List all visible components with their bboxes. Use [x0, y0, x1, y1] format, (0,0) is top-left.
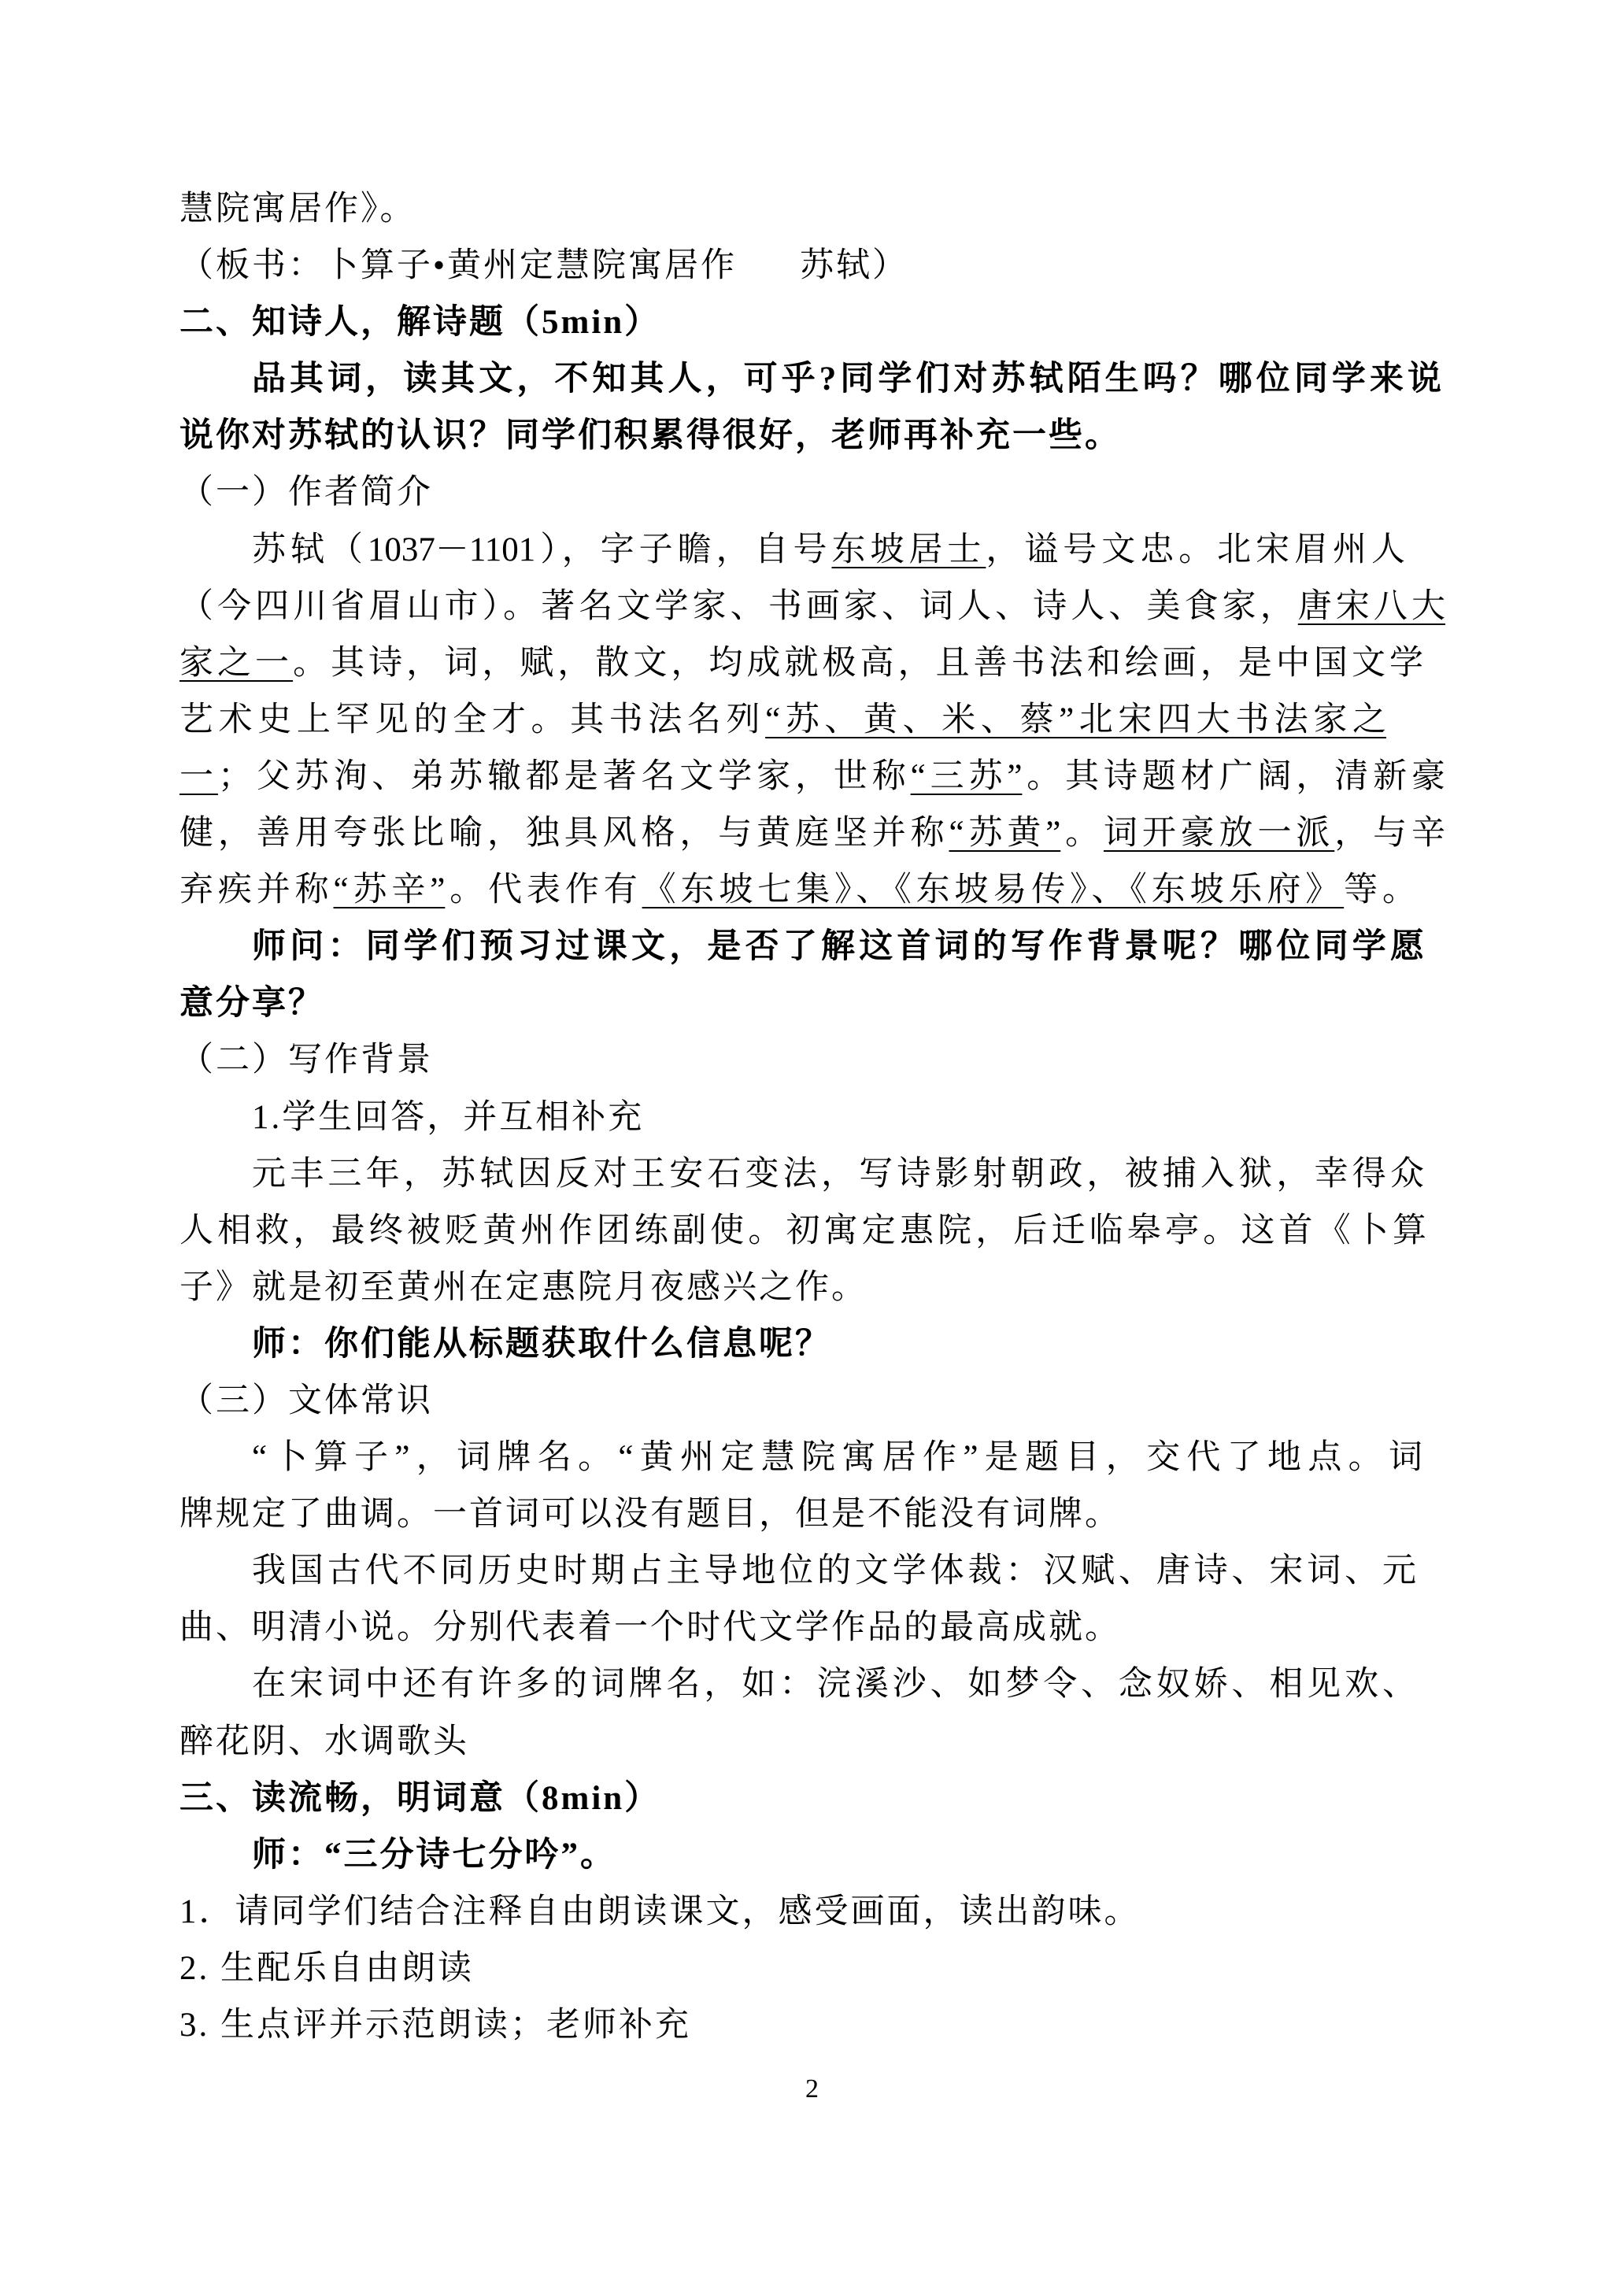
line-text: 元丰三年，苏轼因反对王安石变法，写诗影射朝政，被捕入狱，幸得众 [252, 1155, 1424, 1193]
paragraph-line [179, 749, 1445, 805]
underlined-term: “苏、黄、米、蔡”北宋四大书法家之 [765, 701, 1387, 738]
underlined-term: 唐宋八大 [1297, 587, 1446, 625]
line-text: 意分享？ [179, 985, 324, 1023]
line-text: “卜算子”，词牌名。“黄州定慧院寓居作”是题目，交代了地点。词 [252, 1439, 1422, 1477]
teacher-speech-line [252, 1827, 1624, 1884]
section-heading [179, 294, 1624, 351]
line-text: 人相救，最终被贬黄州作团练副使。初寓定惠院，后迁临皋亭。这首《卜算 [179, 1212, 1426, 1249]
paragraph-line [179, 635, 1423, 692]
paragraph-line [252, 1090, 1624, 1146]
line-text: 师：“三分诗七分吟”。 [252, 1836, 616, 1874]
line-text: 曲、明清小说。分别代表着一个时代文学作品的最高成就。 [179, 1609, 1121, 1647]
paragraph-line [179, 1203, 1426, 1260]
line-text: 2. 生配乐自由朗读 [179, 1949, 474, 1987]
board-note-author: 苏轼） [800, 247, 909, 285]
line-text: 子》就是初至黄州在定惠院月夜感兴之作。 [179, 1268, 867, 1306]
paragraph-line [179, 805, 1445, 862]
board-note-title: （板书：卜算子•黄州定慧院寓居作 [179, 247, 738, 285]
line-text: 3. 生点评并示范朗读；老师补充 [179, 2007, 691, 2044]
board-note-line [179, 238, 1624, 294]
paragraph-line [179, 692, 1386, 749]
line-text: 品其词，读其文，不知其人，可乎?同学们对苏轼陌生吗？哪位同学来说 [252, 361, 1441, 398]
line-text: 师：你们能从标题获取什么信息呢？ [252, 1325, 831, 1363]
line-text: 。其诗，词，赋，散文，均成就极高，且善书法和绘画，是中国文学 [293, 644, 1423, 682]
line-text: 苏轼（1037－1101），字子瞻，自号 [252, 531, 832, 568]
subsection-heading-text: （三）文体常识 [179, 1382, 433, 1419]
subsection-heading [179, 464, 1624, 521]
subsection-heading [179, 1373, 1624, 1430]
line-text: ，与辛 [1334, 815, 1446, 853]
teacher-question-line [252, 1316, 1624, 1373]
paragraph-line [179, 1600, 1624, 1656]
paragraph-line [179, 862, 1416, 919]
paragraph-line [252, 1430, 1422, 1486]
line-text: 弃疾并称 [179, 871, 334, 909]
step-item [179, 1997, 1624, 2054]
section-heading [179, 1770, 1624, 1827]
subsection-heading-text: （二）写作背景 [179, 1042, 433, 1079]
paragraph-line [179, 181, 1624, 238]
paragraph-line [252, 1656, 1416, 1713]
line-text: （今四川省眉山市）。著名文学家、书画家、词人、诗人、美食家， [179, 587, 1298, 625]
line-text: 1．请同学们结合注释自由朗读课文，感受画面，读出韵味。 [179, 1893, 1141, 1930]
teacher-question-line [252, 919, 1424, 975]
line-text: 我国古代不同历史时期占主导地位的文学体裁：汉赋、唐诗、宋词、元 [252, 1552, 1416, 1590]
underlined-term: “苏黄” [949, 815, 1061, 853]
line-text: 艺术史上罕见的全才。其书法名列 [179, 701, 766, 738]
section-heading-text: 三、读流畅，明词意（8min） [179, 1779, 661, 1817]
paragraph-line [252, 1543, 1416, 1600]
line-text: 健，善用夸张比喻，独具风格，与黄庭坚并称 [179, 815, 949, 853]
paragraph-line [179, 1260, 1624, 1316]
teacher-question-line [179, 975, 1624, 1032]
line-text: 。代表作有 [445, 871, 642, 909]
section-heading-text: 二、知诗人，解诗题（5min） [179, 304, 661, 342]
line-text: 1.学生回答，并互相补充 [252, 1098, 645, 1136]
document-body [0, 181, 1624, 2054]
teacher-speech-line [252, 351, 1441, 408]
step-item [179, 1884, 1624, 1941]
line-text: 牌规定了曲调。一首词可以没有题目，但是不能没有词牌。 [179, 1496, 1121, 1534]
paragraph-line [252, 522, 1405, 579]
line-text: 等。 [1344, 871, 1417, 909]
step-item [179, 1941, 1624, 1997]
paragraph-line [179, 579, 1445, 635]
line-text: ，谥号文忠。北宋眉州人 [986, 531, 1406, 568]
underlined-term: 词开豪放一派 [1104, 815, 1335, 853]
line-text: 师问：同学们预习过课文，是否了解这首词的写作背景呢？哪位同学愿 [252, 928, 1424, 966]
underlined-term: “苏辛” [333, 871, 446, 909]
page-number: 2 [805, 2074, 819, 2103]
line-text: 在宋词中还有许多的词牌名，如：浣溪沙、如梦令、念奴娇、相见欢、 [252, 1666, 1416, 1704]
line-text: 。 [1060, 815, 1104, 853]
line-text: 说你对苏轼的认识？同学们积累得很好，老师再补充一些。 [179, 417, 1121, 455]
teacher-speech-line [179, 408, 1624, 464]
line-text: 慧院寓居作》。 [179, 191, 416, 228]
line-text: ；父苏洵、弟苏辙都是著名文学家，世称 [217, 757, 911, 795]
underlined-term: 《东坡七集》、《东坡易传》、《东坡乐府》 [642, 871, 1345, 909]
subsection-heading-text: （一）作者简介 [179, 474, 433, 512]
underlined-term: 一 [179, 757, 218, 795]
paragraph-line [179, 1486, 1624, 1543]
line-text: 醉花阴、水调歌头 [179, 1722, 469, 1760]
underlined-term: “三苏” [910, 757, 1023, 795]
line-text: 。其诗题材广阔，清新豪 [1022, 757, 1446, 795]
underlined-term: 东坡居士 [831, 531, 986, 568]
subsection-heading [179, 1032, 1624, 1089]
paragraph-line [252, 1146, 1424, 1203]
underlined-term: 家之一 [179, 644, 294, 682]
paragraph-line [179, 1714, 1624, 1770]
